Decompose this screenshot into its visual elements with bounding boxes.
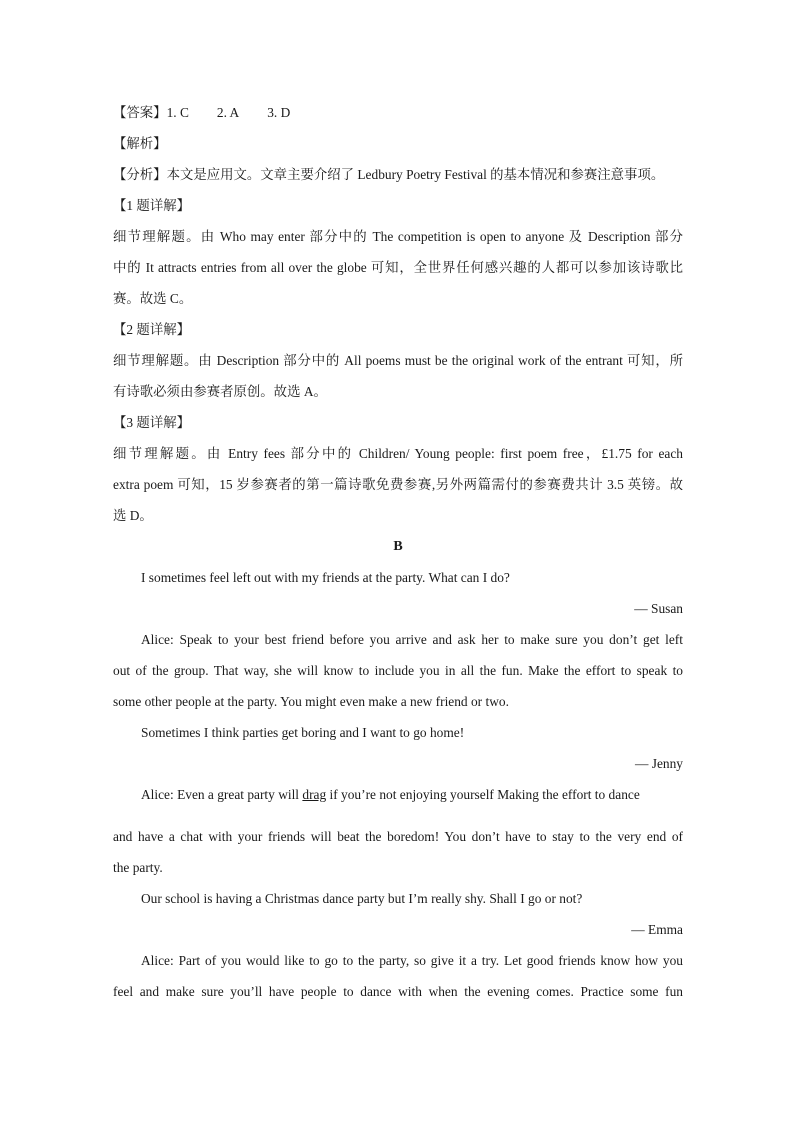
answer-line [113,97,683,128]
signature-susan: — Susan [634,601,683,616]
q2-line-1: 细节理解题。由 Description 部分中的 All poems must be the original work of the entrant 可知，所 [113,353,683,368]
q3-line-3: 选 D。 [113,508,153,523]
signature-jenny: — Jenny [635,756,683,771]
answer-item-2: 2. A [216,105,240,120]
document-content [113,97,683,1007]
answer-susan-line-1: Alice: Speak to your best friend before you arrive and ask her to make sure you don’t get left [141,632,683,647]
q3-label: 【3 题详解】 [113,415,190,430]
question-jenny: Sometimes I think parties get boring and I want to go home! [141,725,465,740]
signature-emma: — Emma [631,922,683,937]
q2-line-2: 有诗歌必须由参赛者原创。故选 A。 [113,384,327,399]
question-susan: I sometimes feel left out with my friends at the party. What can I do? [141,570,510,585]
q1-line-1: 细节理解题。由 Who may enter 部分中的 The competition is open to anyone 及 Description 部分 [113,229,683,244]
analysis-label: 【解析】 [113,136,167,151]
answer-jenny-line-3: the party. [113,860,163,875]
underlined-word-drag: drag [302,787,327,802]
q3-line-2: extra poem 可知，15 岁参赛者的第一篇诗歌免费参赛,另外两篇需付的参赛费共计 3.5 英镑。故 [113,477,683,492]
answer-jenny-post: if you’re not enjoying yourself Making the effort to dance [326,787,640,802]
spacer [113,810,683,821]
q1-line-2: 中的 It attracts entries from all over the globe 可知，全世界任何感兴趣的人都可以参加该诗歌比 [113,260,683,275]
answer-jenny-pre: Alice: Even a great party will [141,787,303,802]
answer-label: 【答案】 [113,105,167,120]
answer-susan-line-2: out of the group. That way, she will know to include you in all the fun. Make the effort to speak to [113,663,683,678]
answer-emma-line-2: feel and make sure you’ll have people to dance with when the evening comes. Practice some fun [113,984,683,999]
question-emma: Our school is having a Christmas dance party but I’m really shy. Shall I go or not? [141,891,583,906]
answer-jenny-line-1 [113,779,683,810]
q2-label: 【2 题详解】 [113,322,190,337]
answer-emma-line-1: Alice: Part of you would like to go to the party, so give it a try. Let good friends know how you [141,953,683,968]
q1-label: 【1 题详解】 [113,198,190,213]
section-b-title: B [393,539,403,554]
summary-text: 本文是应用文。文章主要介绍了 Ledbury Poetry Festival 的基本情况和参赛注意事项。 [166,167,665,182]
q3-line-1: 细节理解题。由 Entry fees 部分中的 Children/ Young people: first poem free，£1.75 for each [113,446,683,461]
summary-label: 【分析】 [113,167,167,182]
answer-susan-line-3: some other people at the party. You might even make a new friend or two. [113,694,509,709]
q1-line-3: 赛。故选 C。 [113,291,193,306]
answer-jenny-line-2: and have a chat with your friends will beat the boredom! You don’t have to stay to the very end of [113,829,683,844]
answer-item-1: 1. C [166,105,189,120]
summary-line [113,159,683,190]
answer-item-3: 3. D [267,105,291,120]
